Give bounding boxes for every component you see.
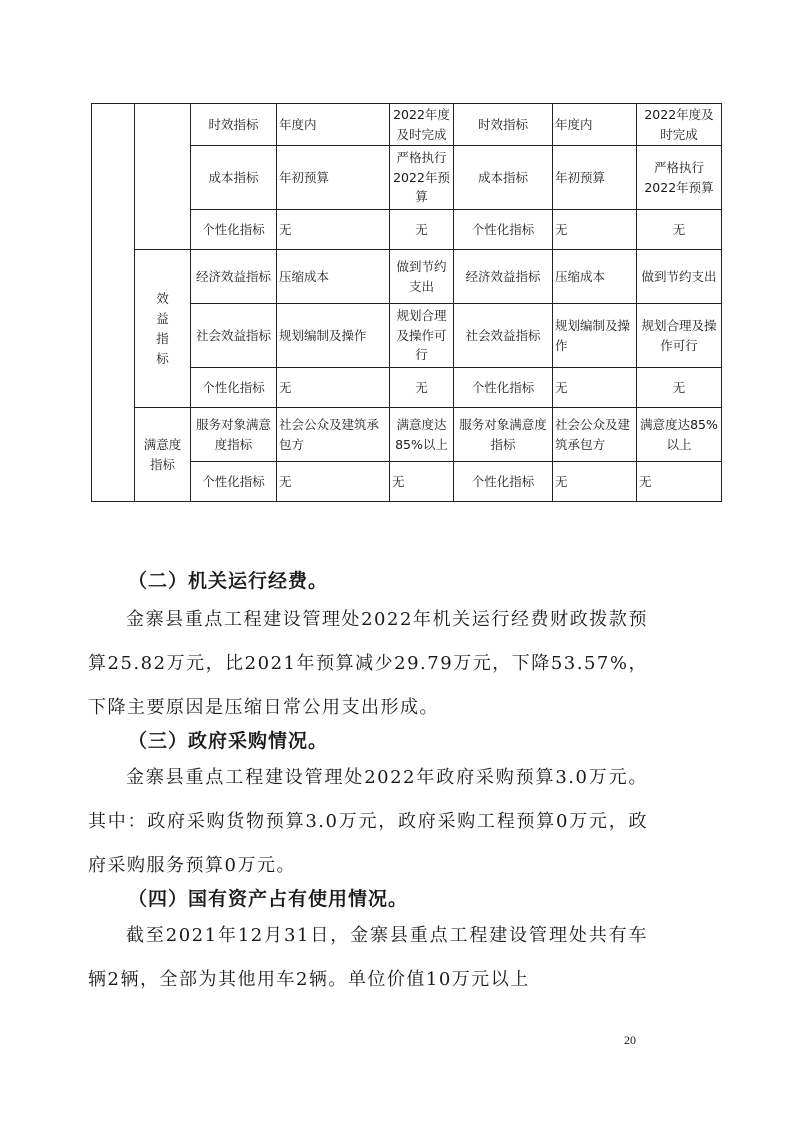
content-cell: 年初预算 [277,146,390,210]
satisfaction-indicator-label [135,408,191,502]
indicator-cell: 社会效益指标 [191,304,277,368]
target-cell: 无 [637,368,722,408]
content-cell: 无 [553,462,637,502]
section-paragraph-procurement: 金寨县重点工程建设管理处2022年政府采购预算3.0万元。其中：政府采购货物预算3.0万元，政府采购工程预算0万元，政府采购服务预算0万元。 [88,767,648,876]
content-cell: 无 [277,210,390,250]
indicator-cell: 时效指标 [191,104,277,146]
indicator-cell: 成本指标 [191,146,277,210]
target-cell: 无 [390,210,454,250]
indicator-cell: 成本指标 [454,146,553,210]
performance-indicator-table [91,103,722,502]
target-cell: 无 [390,368,454,408]
content-cell: 年度内 [553,104,637,146]
section-paragraph-state-assets: 截至2021年12月31日，金寨县重点工程建设管理处共有车辆2辆，全部为其他用车2辆。单位价值10万元以上 [88,925,648,990]
page-number: 20 [624,1033,636,1047]
section-heading-operating-expenses: （二）机关运行经费。 [128,570,329,592]
target-cell: 规划合理及操作可行 [390,304,454,368]
section-heading-procurement: （三）政府采购情况。 [128,730,329,752]
content-cell: 压缩成本 [553,250,637,304]
indicator-cell: 服务对象满意度指标 [191,408,277,462]
satisfaction-label-line: 指标 [149,456,175,472]
satisfaction-label-line: 满意度 [143,437,182,453]
indicator-cell: 个性化指标 [454,462,553,502]
indicator-cell: 时效指标 [454,104,553,146]
target-cell: 做到节约支出 [390,250,454,304]
indicator-cell: 个性化指标 [454,210,553,250]
indicator-cell: 经济效益指标 [191,250,277,304]
target-cell: 2022年度及时完成 [637,104,722,146]
benefit-label-char: 益 [156,310,169,326]
content-cell: 规划编制及操作 [277,304,390,368]
target-cell: 2022年度及时完成 [390,104,454,146]
section-heading-state-assets: （四）国有资产占有使用情况。 [128,888,409,910]
content-cell: 无 [277,462,390,502]
table-row [92,408,722,462]
content-cell: 无 [553,210,637,250]
content-cell: 年初预算 [553,146,637,210]
level1-cell [92,104,135,502]
table-row [92,250,722,304]
content-cell: 无 [553,368,637,408]
target-cell: 严格执行2022年预算 [390,146,454,210]
target-cell: 做到节约支出 [637,250,722,304]
benefit-label-char: 效 [156,290,169,306]
indicator-cell: 社会效益指标 [454,304,553,368]
target-cell: 满意度达85%以上 [637,408,722,462]
target-cell: 严格执行2022年预算 [637,146,722,210]
target-cell: 无 [390,462,454,502]
target-cell: 规划合理及操作可行 [637,304,722,368]
benefit-label-char: 标 [156,350,169,366]
content-cell: 规划编制及操作 [553,304,637,368]
level2-cell [135,104,191,250]
benefit-label-char: 指 [156,330,169,346]
content-cell: 社会公众及建筑承包方 [553,408,637,462]
indicator-cell: 个性化指标 [191,462,277,502]
target-cell: 无 [637,462,722,502]
content-cell: 无 [277,368,390,408]
indicator-cell: 经济效益指标 [454,250,553,304]
indicator-cell: 个性化指标 [191,210,277,250]
indicator-cell: 个性化指标 [454,368,553,408]
content-cell: 社会公众及建筑承包方 [277,408,390,462]
indicator-cell: 个性化指标 [191,368,277,408]
benefit-indicator-label [135,250,191,408]
target-cell: 满意度达85%以上 [390,408,454,462]
indicator-cell: 服务对象满意度指标 [454,408,553,462]
section-paragraph-operating-expenses: 金寨县重点工程建设管理处2022年机关运行经费财政拨款预算25.82万元，比2021年预算减少29.79万元，下降53.57%，下降主要原因是压缩日常公用支出形成。 [88,609,648,718]
target-cell: 无 [637,210,722,250]
table-row [92,104,722,146]
content-cell: 年度内 [277,104,390,146]
content-cell: 压缩成本 [277,250,390,304]
